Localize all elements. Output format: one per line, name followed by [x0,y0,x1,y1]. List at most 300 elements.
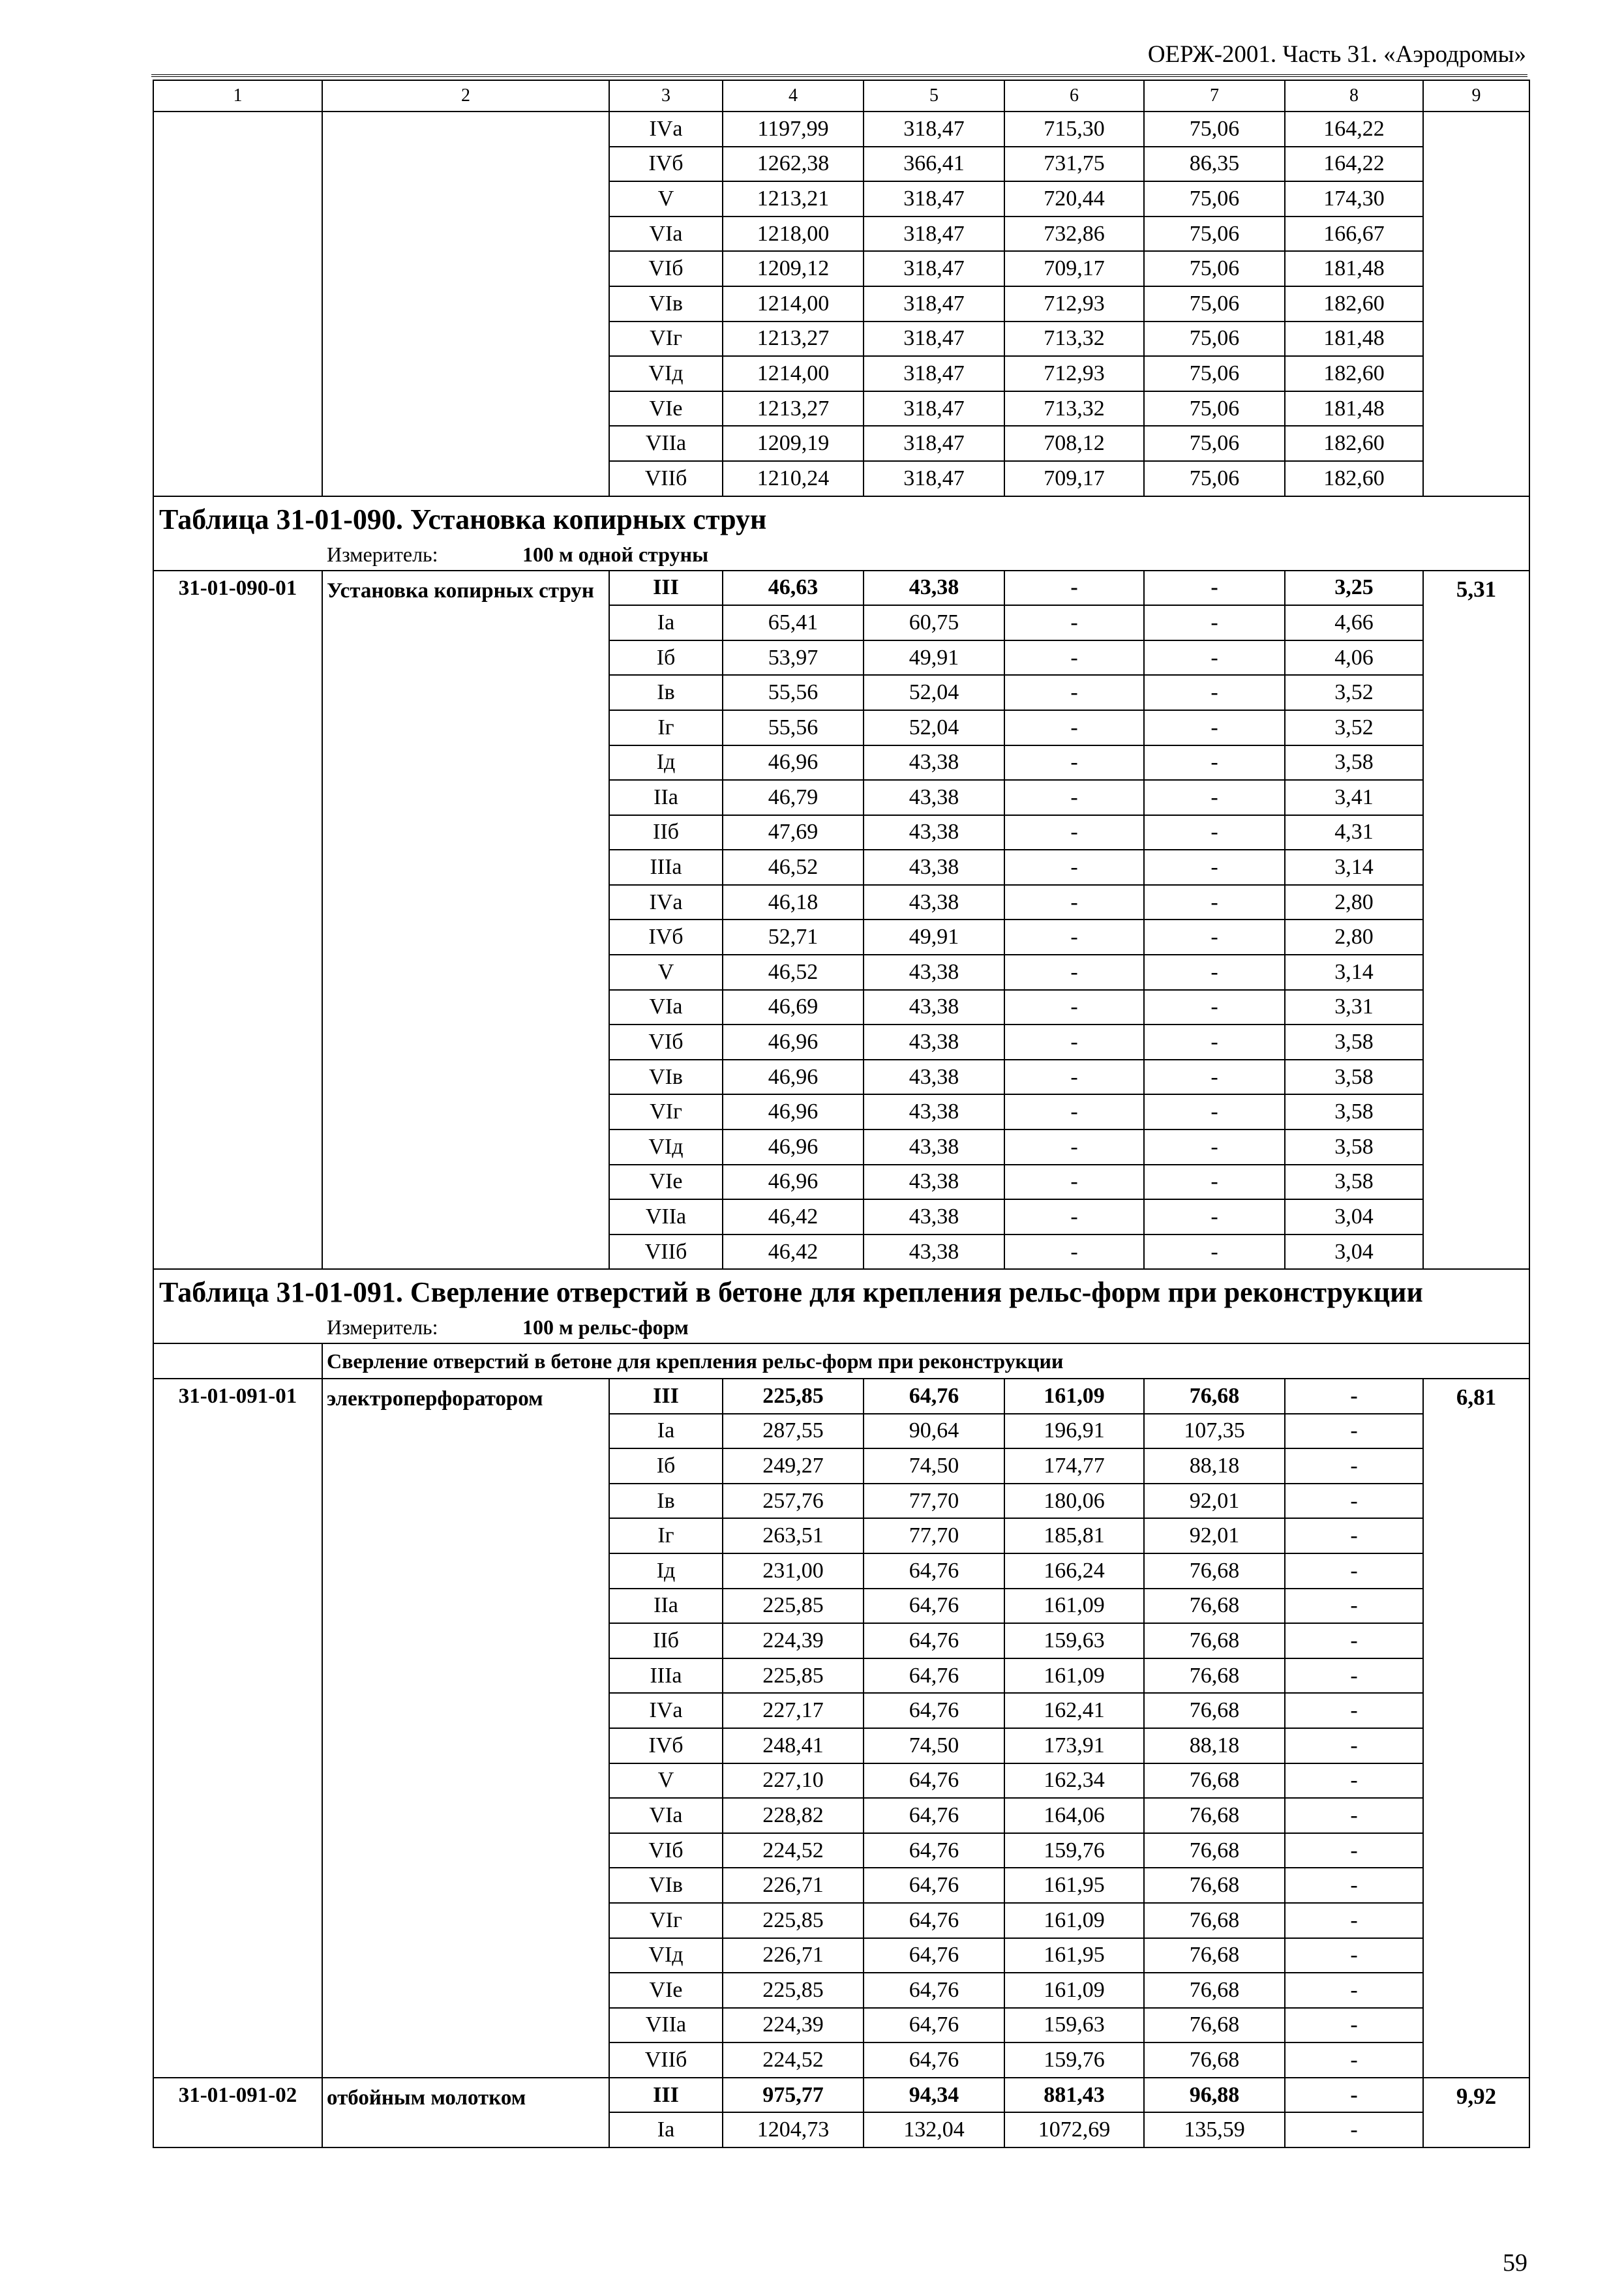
data-cell: 226,71 [723,1938,864,1973]
data-cell: - [1004,571,1144,606]
data-cell: 3,25 [1285,571,1423,606]
data-cell: - [1285,1868,1423,1903]
data-cell: VIе [609,1973,723,2008]
data-cell: 65,41 [723,605,864,640]
data-cell: VIIа [609,2008,723,2043]
data-cell: 52,71 [723,920,864,955]
data-cell: 318,47 [864,181,1004,217]
data-cell: 76,68 [1144,1763,1285,1799]
data-cell: - [1144,885,1285,920]
data-cell: 76,68 [1144,1658,1285,1694]
data-cell: 166,67 [1285,217,1423,252]
data-cell: - [1144,850,1285,885]
data-cell: 161,95 [1004,1938,1144,1973]
data-cell: - [1144,990,1285,1025]
data-cell: 1262,38 [723,147,864,182]
data-cell: 43,38 [864,955,1004,990]
data-cell: - [1144,1094,1285,1130]
data-cell: V [609,1763,723,1799]
data-cell: - [1004,850,1144,885]
data-cell: 46,69 [723,990,864,1025]
data-cell: 76,68 [1144,1553,1285,1589]
data-cell: VIб [609,1025,723,1060]
data-cell: 43,38 [864,990,1004,1025]
data-cell: - [1285,1763,1423,1799]
data-cell: - [1004,745,1144,781]
column-number: 6 [1004,80,1144,112]
data-cell: 709,17 [1004,461,1144,496]
measure-value: 100 м рельс-форм [522,1315,689,1339]
data-cell: VIв [609,1868,723,1903]
data-cell: 161,09 [1004,1658,1144,1694]
data-cell: VIIа [609,1199,723,1234]
data-cell: 74,50 [864,1728,1004,1763]
data-cell: 249,27 [723,1448,864,1484]
data-cell: - [1004,640,1144,676]
empty-cell [153,112,322,496]
data-cell: 263,51 [723,1518,864,1553]
data-cell: 64,76 [864,1973,1004,2008]
data-cell: 1209,12 [723,251,864,286]
data-cell: 76,68 [1144,1623,1285,1658]
data-cell: 709,17 [1004,251,1144,286]
data-cell: 708,12 [1004,426,1144,461]
data-cell: 173,91 [1004,1728,1144,1763]
data-cell: 2,80 [1285,885,1423,920]
data-cell: IVб [609,920,723,955]
data-cell: 76,68 [1144,1973,1285,2008]
data-cell: 3,31 [1285,990,1423,1025]
t090-title-row [153,496,1529,571]
data-cell: 225,85 [723,1903,864,1938]
data-cell: Iб [609,640,723,676]
data-cell: 225,85 [723,1379,864,1414]
item-total: 5,31 [1423,571,1529,1270]
data-cell: 3,41 [1285,780,1423,815]
data-cell: 43,38 [864,1060,1004,1095]
data-cell: 52,04 [864,710,1004,745]
data-cell: 159,63 [1004,2008,1144,2043]
data-cell: - [1144,955,1285,990]
data-cell: 43,38 [864,815,1004,850]
data-cell: - [1144,640,1285,676]
data-cell: - [1004,1060,1144,1095]
data-cell: 64,76 [864,1868,1004,1903]
item-name: отбойным молотком [322,2078,609,2147]
data-cell: 43,38 [864,780,1004,815]
data-cell: 53,97 [723,640,864,676]
data-cell: 55,56 [723,710,864,745]
data-cell: 46,96 [723,1165,864,1200]
data-cell: VIг [609,1094,723,1130]
data-cell: 318,47 [864,461,1004,496]
data-cell: 1218,00 [723,217,864,252]
data-cell: 49,91 [864,920,1004,955]
data-cell: 64,76 [864,2042,1004,2078]
data-cell: VIв [609,1060,723,1095]
data-cell: 318,47 [864,251,1004,286]
data-cell: 318,47 [864,322,1004,357]
data-cell: 46,96 [723,1060,864,1095]
data-cell: 75,06 [1144,112,1285,147]
column-number: 8 [1285,80,1423,112]
data-cell: 74,50 [864,1448,1004,1484]
data-cell: 75,06 [1144,322,1285,357]
data-cell: 52,04 [864,675,1004,710]
data-cell: - [1144,1025,1285,1060]
data-cell: V [609,955,723,990]
data-cell: - [1285,1693,1423,1728]
data-cell: VIIб [609,461,723,496]
data-cell: 76,68 [1144,1833,1285,1868]
data-cell: 225,85 [723,1973,864,2008]
t090-row [153,571,1529,606]
data-cell: 174,77 [1004,1448,1144,1484]
data-cell: 64,76 [864,1833,1004,1868]
measure-label: Измеритель: [327,1315,438,1339]
data-cell: 43,38 [864,1199,1004,1234]
data-cell: - [1004,1199,1144,1234]
data-cell: 180,06 [1004,1484,1144,1519]
data-cell: VIг [609,322,723,357]
data-cell: 135,59 [1144,2112,1285,2147]
data-cell: - [1285,1379,1423,1414]
data-cell: 3,58 [1285,1094,1423,1130]
page-header [151,35,1527,77]
data-cell: 77,70 [864,1518,1004,1553]
data-cell: IVб [609,147,723,182]
data-cell: VIг [609,1903,723,1938]
data-cell: 366,41 [864,147,1004,182]
empty-cell [1423,112,1529,496]
data-cell: 3,52 [1285,675,1423,710]
data-cell: 226,71 [723,1868,864,1903]
data-cell: 76,68 [1144,2008,1285,2043]
data-cell: 182,60 [1285,286,1423,322]
data-cell: 75,06 [1144,426,1285,461]
data-cell: 76,68 [1144,1868,1285,1903]
data-cell: 881,43 [1004,2078,1144,2113]
column-number: 4 [723,80,864,112]
data-cell: 75,06 [1144,251,1285,286]
data-cell: 76,68 [1144,1379,1285,1414]
data-cell: 166,24 [1004,1553,1144,1589]
data-cell: - [1004,1130,1144,1165]
data-cell: 76,68 [1144,2042,1285,2078]
item-name: электроперфоратором [322,1379,609,2078]
table-title: Таблица 31-01-091. Сверление отверстий в бетоне для крепления рельс-форм при реконструкции [159,1276,1423,1309]
data-cell: Iа [609,2112,723,2147]
data-cell: 64,76 [864,1693,1004,1728]
data-cell: 1213,21 [723,181,864,217]
data-cell: 731,75 [1004,147,1144,182]
data-cell: 64,76 [864,1623,1004,1658]
data-cell: III [609,2078,723,2113]
data-cell: IVа [609,112,723,147]
data-cell: 3,04 [1285,1199,1423,1234]
data-cell: 225,85 [723,1589,864,1624]
data-cell: 287,55 [723,1414,864,1449]
data-cell: 318,47 [864,391,1004,426]
data-cell: 4,31 [1285,815,1423,850]
data-cell: 162,41 [1004,1693,1144,1728]
data-cell: VIIа [609,426,723,461]
page-number: 59 [1503,2249,1527,2277]
data-cell: 76,68 [1144,1693,1285,1728]
data-cell: 181,48 [1285,251,1423,286]
data-cell: 4,06 [1285,640,1423,676]
data-cell: - [1285,1484,1423,1519]
data-cell: 46,96 [723,1094,864,1130]
column-number: 1 [153,80,322,112]
data-cell: - [1004,955,1144,990]
data-cell: 257,76 [723,1484,864,1519]
data-cell: 1214,00 [723,286,864,322]
data-cell: - [1285,2042,1423,2078]
data-cell: Iд [609,1553,723,1589]
table-title: Таблица 31-01-090. Установка копирных струн [159,503,767,535]
data-cell: 3,58 [1285,1130,1423,1165]
data-cell: - [1285,1448,1423,1484]
column-number: 3 [609,80,723,112]
data-cell: 43,38 [864,1165,1004,1200]
data-cell: - [1004,920,1144,955]
data-cell: 107,35 [1144,1414,1285,1449]
data-cell: 3,58 [1285,1165,1423,1200]
data-cell: - [1285,1938,1423,1973]
data-cell: 713,32 [1004,322,1144,357]
data-cell: 64,76 [864,1903,1004,1938]
data-cell: VIIб [609,2042,723,2078]
data-cell: - [1004,1094,1144,1130]
data-cell: 90,64 [864,1414,1004,1449]
data-cell: 161,95 [1004,1868,1144,1903]
data-cell: - [1285,1973,1423,2008]
data-cell: 46,79 [723,780,864,815]
data-cell: 75,06 [1144,181,1285,217]
data-cell: 182,60 [1285,356,1423,391]
t091-item2-row [153,2078,1529,2113]
data-cell: - [1144,1199,1285,1234]
data-cell: - [1285,1414,1423,1449]
data-cell: 161,09 [1004,1379,1144,1414]
data-cell: 225,85 [723,1658,864,1694]
data-cell: 75,06 [1144,461,1285,496]
data-cell: VIIб [609,1234,723,1270]
data-cell: III [609,1379,723,1414]
norms-table [153,80,1530,2148]
data-cell: 46,63 [723,571,864,606]
data-cell: 975,77 [723,2078,864,2113]
data-cell: 75,06 [1144,286,1285,322]
data-cell: - [1285,1553,1423,1589]
data-cell: 228,82 [723,1798,864,1833]
data-cell: VIа [609,217,723,252]
data-cell: 43,38 [864,885,1004,920]
data-cell: 161,09 [1004,1589,1144,1624]
data-cell: 3,58 [1285,1025,1423,1060]
data-cell: 227,17 [723,1693,864,1728]
data-cell: 46,96 [723,745,864,781]
data-cell: - [1285,1903,1423,1938]
data-cell: 76,68 [1144,1903,1285,1938]
data-cell: 248,41 [723,1728,864,1763]
data-cell: IIб [609,1623,723,1658]
data-cell: 1210,24 [723,461,864,496]
data-cell: 88,18 [1144,1448,1285,1484]
column-number: 2 [322,80,609,112]
data-cell: - [1004,990,1144,1025]
data-cell: 64,76 [864,1938,1004,1973]
data-cell: 3,52 [1285,710,1423,745]
empty-cell [322,112,609,496]
data-cell: 231,00 [723,1553,864,1589]
column-number: 5 [864,80,1004,112]
data-cell: IIIа [609,1658,723,1694]
data-cell: - [1004,1165,1144,1200]
data-cell: Iа [609,605,723,640]
data-cell: - [1144,605,1285,640]
data-cell: VIд [609,1130,723,1165]
data-cell: 162,34 [1004,1763,1144,1799]
data-cell: - [1144,1234,1285,1270]
data-cell: - [1144,710,1285,745]
data-cell: 161,09 [1004,1903,1144,1938]
data-cell: Iб [609,1448,723,1484]
data-cell: 3,04 [1285,1234,1423,1270]
data-cell: - [1285,2078,1423,2113]
data-cell: 64,76 [864,1553,1004,1589]
data-cell: 64,76 [864,1379,1004,1414]
data-cell: Iв [609,675,723,710]
t091-subheading-row [153,1343,1529,1379]
data-cell: - [1144,1165,1285,1200]
data-cell: 164,06 [1004,1798,1144,1833]
t091-item1-row [153,1379,1529,1414]
item-code: 31-01-091-02 [153,2078,322,2147]
data-cell: - [1004,780,1144,815]
data-cell: 43,38 [864,745,1004,781]
item-code: 31-01-091-01 [153,1379,322,2078]
data-cell: IIIа [609,850,723,885]
data-cell: 1213,27 [723,391,864,426]
data-cell: 164,22 [1285,112,1423,147]
measure-label: Измеритель: [327,542,438,566]
data-cell: 3,58 [1285,1060,1423,1095]
data-cell: - [1285,1623,1423,1658]
data-cell: 1209,19 [723,426,864,461]
item-code: 31-01-090-01 [153,571,322,1270]
data-cell: 712,93 [1004,356,1144,391]
data-cell: 132,04 [864,2112,1004,2147]
data-cell: 92,01 [1144,1518,1285,1553]
data-cell: 224,52 [723,2042,864,2078]
data-cell: - [1004,1234,1144,1270]
data-cell: IIа [609,780,723,815]
data-cell: - [1285,1589,1423,1624]
data-cell: 64,76 [864,1589,1004,1624]
data-cell: - [1144,745,1285,781]
data-cell: - [1144,920,1285,955]
data-cell: 713,32 [1004,391,1144,426]
data-cell: - [1285,1798,1423,1833]
data-cell: - [1285,2008,1423,2043]
data-cell: 64,76 [864,1798,1004,1833]
data-cell: 159,63 [1004,1623,1144,1658]
data-cell: 46,96 [723,1130,864,1165]
subheading: Сверление отверстий в бетоне для крепления рельс-форм при реконструкции [322,1343,1529,1379]
data-cell: 49,91 [864,640,1004,676]
data-cell: - [1144,675,1285,710]
data-cell: 3,14 [1285,955,1423,990]
column-number-row [153,80,1529,112]
data-cell: 88,18 [1144,1728,1285,1763]
data-cell: 1214,00 [723,356,864,391]
data-cell: 318,47 [864,217,1004,252]
data-cell: 64,76 [864,1763,1004,1799]
data-cell: V [609,181,723,217]
data-cell: IVб [609,1728,723,1763]
data-cell: 76,68 [1144,1938,1285,1973]
data-cell: 318,47 [864,426,1004,461]
data-cell: 3,14 [1285,850,1423,885]
data-cell: - [1285,1833,1423,1868]
data-cell: 720,44 [1004,181,1144,217]
data-cell: 1197,99 [723,112,864,147]
data-cell: 46,42 [723,1234,864,1270]
data-cell: - [1004,885,1144,920]
data-cell: 64,76 [864,1658,1004,1694]
data-cell: 318,47 [864,286,1004,322]
data-cell: - [1004,815,1144,850]
empty-cell [153,1343,322,1379]
data-cell: Iг [609,710,723,745]
column-number: 9 [1423,80,1529,112]
data-cell: - [1144,1130,1285,1165]
data-cell: 75,06 [1144,356,1285,391]
data-cell: 96,88 [1144,2078,1285,2113]
data-cell: 318,47 [864,356,1004,391]
data-cell: 43,38 [864,1234,1004,1270]
data-cell: 712,93 [1004,286,1144,322]
data-cell: 46,42 [723,1199,864,1234]
data-cell: 43,38 [864,1094,1004,1130]
data-cell: 46,52 [723,850,864,885]
data-cell: 76,68 [1144,1798,1285,1833]
measure-value: 100 м одной струны [522,542,709,566]
data-cell: - [1144,1060,1285,1095]
data-cell: IVа [609,1693,723,1728]
data-cell: 43,38 [864,1130,1004,1165]
data-cell: IIб [609,815,723,850]
data-cell: 43,38 [864,571,1004,606]
data-cell: VIе [609,1165,723,1200]
data-cell: 75,06 [1144,217,1285,252]
data-cell: 164,22 [1285,147,1423,182]
data-cell: VIе [609,391,723,426]
data-cell: 185,81 [1004,1518,1144,1553]
data-cell: - [1004,605,1144,640]
data-cell: 182,60 [1285,426,1423,461]
data-cell: VIд [609,356,723,391]
data-cell: - [1004,675,1144,710]
item-name: Установка копирных струн [322,571,609,1270]
data-cell: - [1285,2112,1423,2147]
data-cell: 161,09 [1004,1973,1144,2008]
data-cell: 318,47 [864,112,1004,147]
data-cell: 46,52 [723,955,864,990]
data-cell: 181,48 [1285,322,1423,357]
